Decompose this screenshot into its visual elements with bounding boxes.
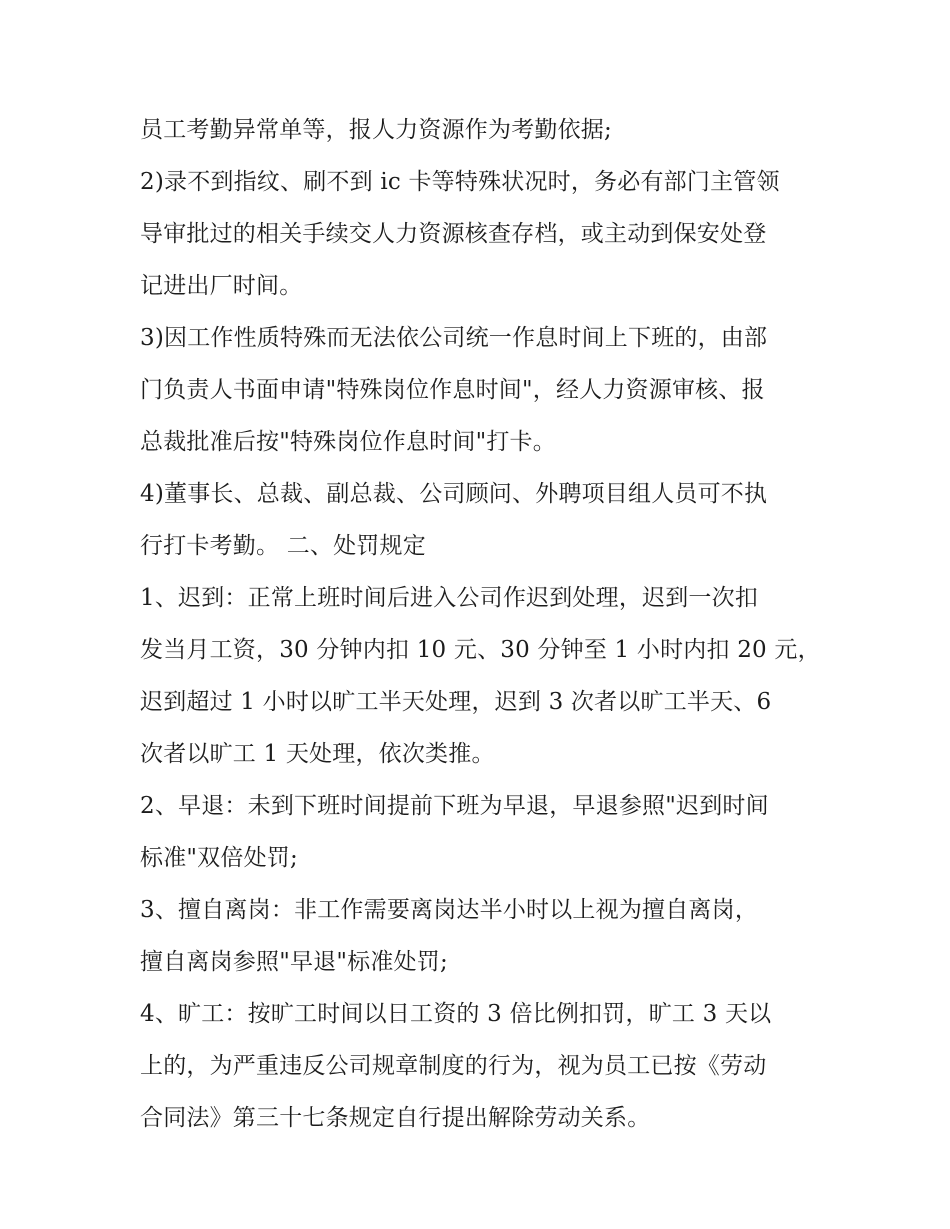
text-line: 4、旷工：按旷工时间以日工资的 3 倍比例扣罚，旷工 3 天以 (140, 1001, 772, 1027)
text-line: 标准"双倍处罚; (140, 845, 298, 871)
text-line: 员工考勤异常单等，报人力资源作为考勤依据; (140, 117, 612, 143)
document-body (140, 104, 820, 1144)
text-line: 4)董事长、总裁、副总裁、公司顾问、外聘项目组人员可不执 (140, 481, 768, 507)
text-line: 门负责人书面申请"特殊岗位作息时间"，经人力资源审核、报 (140, 377, 765, 403)
text-line: 擅自离岗参照"早退"标准处罚; (140, 949, 448, 975)
text-line: 上的，为严重违反公司规章制度的行为，视为员工已按《劳动 (140, 1053, 767, 1079)
text-line: 发当月工资，30 分钟内扣 10 元、30 分钟至 1 小时内扣 20 元， (140, 637, 821, 663)
text-line: 记进出厂时间。 (140, 273, 303, 299)
text-line: 2)录不到指纹、刷不到 ic 卡等特殊状况时，务必有部门主管领 (140, 169, 780, 195)
text-line: 3)因工作性质特殊而无法依公司统一作息时间上下班的，由部 (140, 325, 768, 351)
text-line: 导审批过的相关手续交人力资源核查存档，或主动到保安处登 (140, 221, 767, 247)
text-line: 总裁批准后按"特殊岗位作息时间"打卡。 (140, 429, 556, 455)
text-line: 1、迟到：正常上班时间后进入公司作迟到处理，迟到一次扣 (140, 585, 759, 611)
text-line: 合同法》第三十七条规定自行提出解除劳动关系。 (140, 1105, 651, 1131)
text-line: 迟到超过 1 小时以旷工半天处理，迟到 3 次者以旷工半天、6 (140, 689, 772, 715)
text-line: 次者以旷工 1 天处理，依次类推。 (140, 741, 495, 767)
text-line: 行打卡考勤。 二、处罚规定 (140, 533, 426, 559)
text-line: 3、擅自离岗：非工作需要离岗达半小时以上视为擅自离岗， (140, 897, 759, 923)
text-line: 2、早退：未到下班时间提前下班为早退，早退参照"迟到时间 (140, 793, 769, 819)
